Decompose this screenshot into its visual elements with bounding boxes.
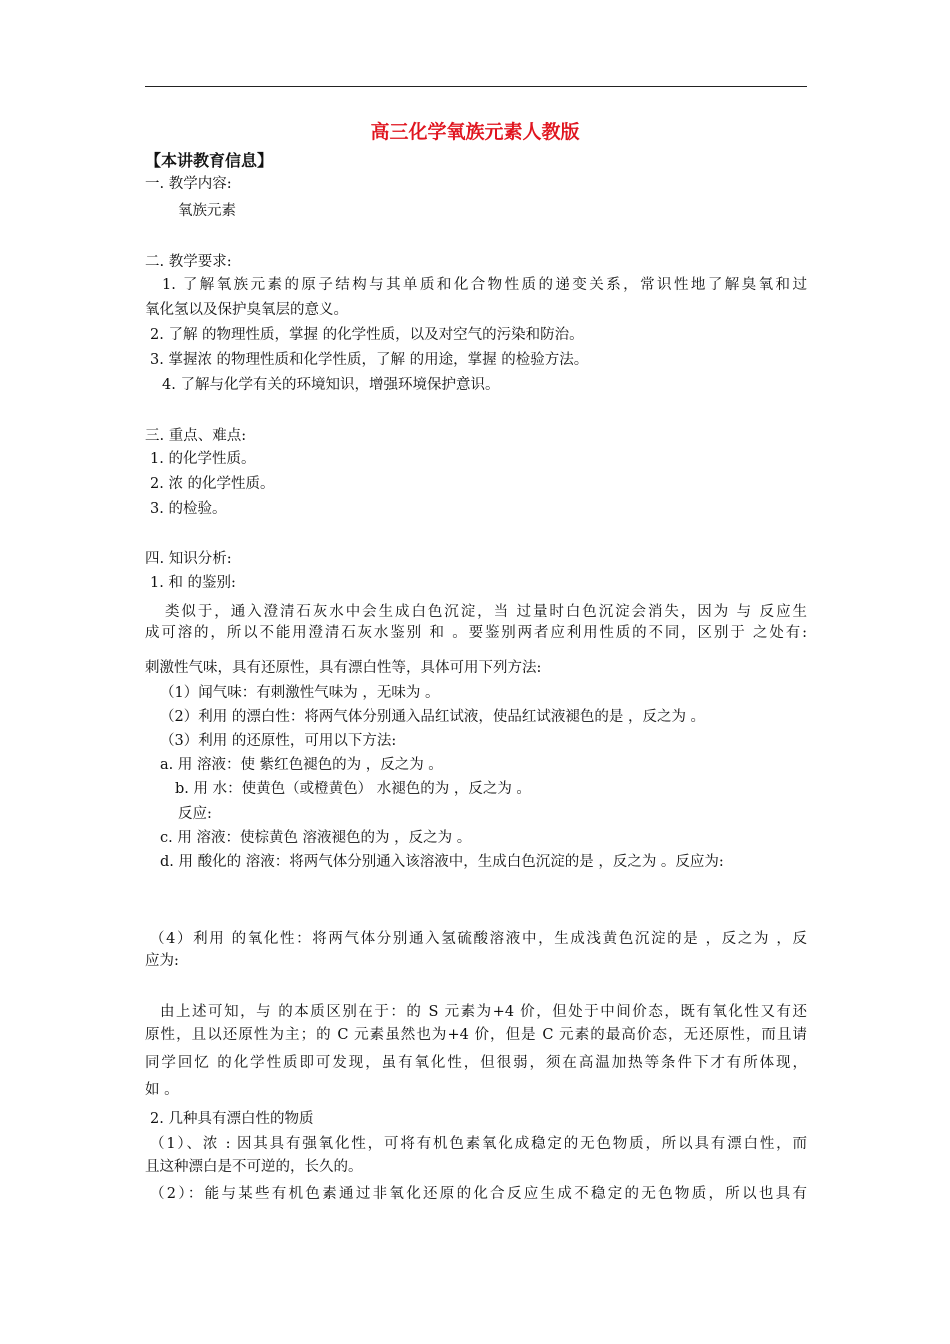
text-line: 氧族元素: [178, 203, 236, 219]
text-line: 2. 了解 的物理性质，掌握 的化学性质，以及对空气的污染和防治。: [150, 327, 584, 343]
text-line: b. 用 水：使黄色（或橙黄色） 水褪色的为 ，反之为 。: [175, 781, 531, 797]
text-line: 1. 的化学性质。: [150, 451, 256, 467]
text-line: 2. 几种具有漂白性的物质: [150, 1111, 314, 1127]
text-line: 4. 了解与化学有关的环境知识，增强环境保护意识。: [162, 377, 500, 393]
text-line: 反应:: [178, 806, 212, 822]
section-header: 【本讲教育信息】: [145, 151, 274, 170]
text-line: c. 用 溶液：使棕黄色 溶液褪色的为 ，反之为 。: [160, 830, 472, 846]
text-line: 四. 知识分析:: [145, 551, 232, 567]
text-line: 原性，且以还原性为主；的 C 元素虽然也为+4 价，但是 C 元素的最高价态，无还原性，而且请: [145, 1027, 807, 1043]
text-line: 同学回忆 的化学性质即可发现，虽有氧化性，但很弱，须在高温加热等条件下才有所体现，: [145, 1055, 807, 1071]
text-line: 由上述可知，与 的本质区别在于：的 S 元素为+4 价，但处于中间价态，既有氧化性又有还: [160, 1004, 807, 1020]
text-line: 3. 掌握浓 的物理性质和化学性质，了解 的用途，掌握 的检验方法。: [150, 352, 589, 368]
text-line: 刺激性气味，具有还原性，具有漂白性等，具体可用下列方法:: [145, 660, 542, 676]
text-line: 1. 了解氧族元素的原子结构与其单质和化合物性质的递变关系，常识性地了解臭氧和过: [162, 277, 807, 293]
text-line: （1）、浓 : 因其具有强氧化性，可将有机色素氧化成稳定的无色物质，所以具有漂白性，而: [150, 1136, 807, 1152]
text-line: d. 用 酸化的 溶液：将两气体分别通入该溶液中，生成白色沉淀的是 ，反之为 。反应为:: [160, 854, 724, 870]
text-line: 2. 浓 的化学性质。: [150, 476, 275, 492]
text-line: （2）利用 的漂白性：将两气体分别通入品红试液，使品红试液褪色的是 ，反之为 。: [160, 709, 706, 725]
text-line: 如 。: [145, 1082, 179, 1098]
text-line: （4）利用 的氧化性：将两气体分别通入氢硫酸溶液中，生成浅黄色沉淀的是 ，反之为 ，反: [150, 931, 807, 947]
text-line: 二. 教学要求:: [145, 254, 232, 270]
text-line: 1. 和 的鉴别:: [150, 575, 236, 591]
text-line: （1）闻气味：有刺激性气味为 ，无味为 。: [160, 685, 440, 701]
text-line: 应为:: [145, 953, 179, 969]
text-line: 三. 重点、难点:: [145, 428, 247, 444]
text-line: 且这种漂白是不可逆的，长久的。: [145, 1159, 363, 1175]
text-line: （2）：能与某些有机色素通过非氧化还原的化合反应生成不稳定的无色物质，所以也具有: [150, 1186, 807, 1202]
text-line: a. 用 溶液：使 紫红色褪色的为 ，反之为 。: [160, 757, 443, 773]
text-line: （3）利用 的还原性，可用以下方法:: [160, 733, 397, 749]
text-line: 类似于，通入澄清石灰水中会生成白色沉淀，当 过量时白色沉淀会消失，因为 与 反应生: [165, 604, 807, 620]
text-line: 氧化氢以及保护臭氧层的意义。: [145, 302, 348, 318]
header-rule: [145, 86, 807, 87]
text-line: 成可溶的，所以不能用澄清石灰水鉴别 和 。要鉴别两者应利用性质的不同，区别于 之处有:: [145, 625, 807, 641]
page-title: 高三化学氧族元素人教版: [370, 121, 580, 143]
text-line: 3. 的检验。: [150, 501, 227, 517]
text-line: 一. 教学内容:: [145, 176, 232, 192]
